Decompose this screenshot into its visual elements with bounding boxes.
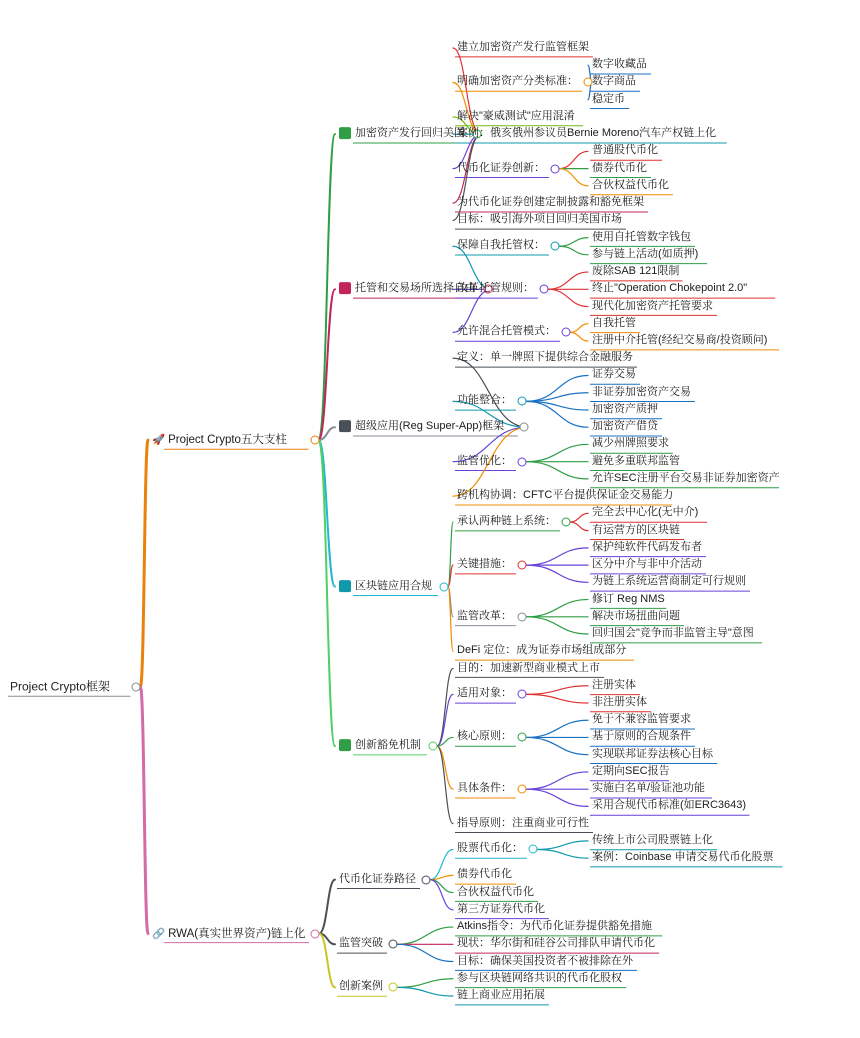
mindmap-node-允许sec注册平台交易非证券加密资产[interactable]: [590, 471, 782, 487]
mindmap-node-dot[interactable]: [518, 397, 527, 406]
node-label: 非证券加密资产交易: [592, 385, 691, 398]
node-label: 修订 Reg NMS: [592, 592, 665, 605]
mindmap-node-dot[interactable]: [429, 742, 438, 751]
node-label: 证券交易: [592, 368, 636, 381]
mindmap-node-监管改革[interactable]: [455, 609, 514, 625]
mindmap-node-dot[interactable]: [132, 682, 141, 691]
node-label: 代币化证券创新：: [457, 161, 545, 174]
mindmap-node-终止-operation-chokepoint-2-0[interactable]: [590, 281, 749, 297]
mindmap-node-dot[interactable]: [518, 690, 527, 699]
mindmap-node-定义-单一牌照下提供综合金融服务[interactable]: [455, 350, 635, 366]
mindmap-node-加密资产发行回归美国[interactable]: [337, 126, 467, 142]
mindmap-node-dot[interactable]: [540, 285, 549, 294]
mindmap-node-project-crypto五大支柱[interactable]: [150, 432, 289, 448]
node-label: DeFi 定位：成为证券市场组成部分: [457, 644, 627, 657]
mindmap-node-非注册实体[interactable]: [590, 695, 649, 711]
mindmap-node-dot[interactable]: [518, 561, 527, 570]
node-label: 功能整合：: [457, 394, 512, 407]
mindmap-node-创新豁免机制[interactable]: [337, 738, 423, 754]
node-label: Project Crypto五大支柱: [168, 433, 287, 446]
mindmap-node-案例-coinbase-申请交易代币化股票[interactable]: [590, 850, 776, 866]
mindmap-node-参与链上活动-如质押[interactable]: [590, 247, 700, 263]
mindmap-node-数字收藏品[interactable]: [590, 57, 649, 73]
node-label: 数字商品: [592, 75, 636, 88]
node-label: 合伙权益代币化: [457, 885, 534, 898]
node-index-badge: [339, 127, 351, 139]
mindmap-node-功能整合[interactable]: [455, 393, 514, 409]
node-index-badge: [339, 283, 351, 295]
mindmap-node-dot[interactable]: [518, 733, 527, 742]
node-label: 允许混合托管模式：: [457, 325, 556, 338]
node-label: 回归国会"竞争而非监管主导"意图: [592, 627, 754, 640]
mindmap-node-股票代币化[interactable]: [455, 842, 525, 858]
node-label: 注册中介托管(经纪交易商/投资顾问): [592, 334, 768, 347]
mindmap-node-dot[interactable]: [440, 582, 449, 591]
node-label: 现代化加密资产托管要求: [592, 299, 713, 312]
mindmap-node-为链上系统运营商制定可行规则[interactable]: [590, 574, 748, 590]
mindmap-node-dot[interactable]: [529, 845, 538, 854]
node-label: 监管优化：: [457, 454, 512, 467]
mindmap-node-现代化加密资产托管要求[interactable]: [590, 299, 715, 315]
node-label: 现状：华尔街和硅谷公司排队申请代币化: [457, 937, 655, 950]
node-label: 创新豁免机制: [355, 739, 421, 752]
mindmap-node-atkins指令-为代币化证券提供豁免措施[interactable]: [455, 919, 654, 935]
node-label: 适用对象：: [457, 687, 512, 700]
node-label: 加密资产质押: [592, 403, 658, 416]
mindmap-node-证券交易[interactable]: [590, 368, 638, 384]
node-label: 指导原则：注重商业可行性: [457, 816, 589, 829]
node-label: 加密资产借贷: [592, 420, 658, 433]
mindmap-node-自我托管[interactable]: [590, 316, 638, 332]
node-label: 注册实体: [592, 678, 636, 691]
node-label: 第三方证券代币化: [457, 902, 545, 915]
node-label: 案例：Coinbase 申请交易代币化股票: [592, 851, 774, 864]
node-label: 基于原则的合规条件: [592, 730, 691, 743]
mindmap-node-定期向sec报告[interactable]: [590, 764, 672, 780]
node-label: 为代币化证券创建定制披露和豁免框架: [457, 196, 644, 209]
node-label: 具体条件：: [457, 782, 512, 795]
mindmap-node-避免多重联邦监管[interactable]: [590, 454, 682, 470]
mindmap-node-目标-确保美国投资者不被排除在外[interactable]: [455, 954, 635, 970]
node-label: 保障自我托管权：: [457, 239, 545, 252]
node-label: 代币化证券路径: [339, 872, 416, 885]
mindmap-node-关键措施[interactable]: [455, 557, 514, 573]
node-label: 采用合规代币标准(如ERC3643): [592, 799, 747, 812]
node-label: 废除SAB 121限制: [592, 265, 680, 278]
mindmap-node-dot[interactable]: [310, 436, 319, 445]
node-label: 非注册实体: [592, 696, 647, 709]
node-label: 监管改革：: [457, 609, 512, 622]
mindmap-node-dot[interactable]: [551, 242, 560, 251]
mindmap-node-代币化证券创新[interactable]: [455, 161, 547, 177]
node-label: 实现联邦证券法核心目标: [592, 747, 713, 760]
node-label: 解决市场扭曲问题: [592, 609, 680, 622]
node-label: 使用自托管数字钱包: [592, 230, 691, 243]
mindmap-node-保障自我托管权[interactable]: [455, 238, 547, 254]
node-label: 传统上市公司股票链上化: [592, 833, 713, 846]
mindmap-node-解决-豪威测试-应用混淆[interactable]: [455, 109, 577, 125]
mindmap-node-减少州牌照要求[interactable]: [590, 437, 671, 453]
node-label: 免于不兼容监管要求: [592, 713, 691, 726]
mindmap-node-参与区块链网络共识的代币化股权[interactable]: [455, 971, 624, 987]
node-label: 债券代币化: [457, 868, 512, 881]
node-label: 承认两种链上系统：: [457, 515, 556, 528]
mindmap-node-免于不兼容监管要求[interactable]: [590, 712, 693, 728]
mindmap-node-采用合规代币标准-如erc3643[interactable]: [590, 799, 748, 815]
mindmap-node-dot[interactable]: [518, 785, 527, 794]
mindmap-node-区分中介与非中介活动[interactable]: [590, 557, 704, 573]
mindmap-node-rwa-真实世界资产-链上化[interactable]: [150, 925, 307, 941]
mindmap-node-债券代币化[interactable]: [590, 161, 649, 177]
node-label: 目标：吸引海外项目回归美国市场: [457, 213, 622, 226]
mindmap-node-监管突破[interactable]: [337, 936, 385, 952]
mindmap-node-加密资产借贷[interactable]: [590, 419, 660, 435]
mindmap-node-核心原则[interactable]: [455, 730, 514, 746]
node-label: 明确加密资产分类标准：: [457, 75, 578, 88]
node-label: 普通股代币化: [592, 144, 658, 157]
mindmap-node-稳定币[interactable]: [590, 92, 627, 108]
mindmap-node-dot[interactable]: [518, 457, 527, 466]
mindmap-node-改革托管规则[interactable]: [455, 281, 536, 297]
mindmap-node-废除sab-121限制[interactable]: [590, 264, 681, 280]
mindmap-node-dot[interactable]: [422, 875, 431, 884]
node-label: 区块链应用合规: [355, 579, 432, 592]
node-label: 关键措施：: [457, 558, 512, 571]
mindmap-node-超级应用-reg-super-app-框架[interactable]: [337, 419, 506, 435]
mindmap-node-合伙权益代币化[interactable]: [590, 178, 671, 194]
mindmap-node-dot[interactable]: [562, 518, 571, 527]
link-icon: 🔗: [152, 927, 166, 940]
mindmap-node-允许混合托管模式[interactable]: [455, 325, 558, 341]
mindmap-node-回归国会-竞争而非监管主导-意图[interactable]: [590, 626, 756, 642]
node-label: 案例：俄亥俄州参议员Bernie Moreno汽车产权链上化: [457, 127, 717, 140]
node-label: 完全去中心化(无中介): [592, 506, 699, 519]
node-label: 参与链上活动(如质押): [592, 247, 699, 260]
node-label: 终止"Operation Chokepoint 2.0": [592, 282, 748, 295]
mindmap-node-dot[interactable]: [562, 328, 571, 337]
mindmap-node-建立加密资产发行监管框架[interactable]: [455, 40, 591, 56]
node-label: 有运营方的区块链: [592, 523, 680, 536]
mindmap-node-数字商品[interactable]: [590, 75, 638, 91]
node-label: 允许SEC注册平台交易非证券加密资产: [592, 472, 780, 485]
mindmap-node-实施白名单-验证池功能[interactable]: [590, 781, 707, 797]
mindmap-node-承认两种链上系统[interactable]: [455, 514, 558, 530]
mindmap-root-node[interactable]: [8, 678, 112, 695]
node-label: 解决"豪威测试"应用混淆: [457, 110, 575, 123]
mindmap-node-基于原则的合规条件[interactable]: [590, 730, 693, 746]
node-label: Project Crypto框架: [10, 679, 111, 694]
node-label: 债券代币化: [592, 161, 647, 174]
node-label: 监管突破: [339, 937, 383, 950]
node-label: 为链上系统运营商制定可行规则: [592, 575, 746, 588]
mindmap-node-债券代币化[interactable]: [455, 867, 514, 883]
node-label: 加密资产发行回归美国: [355, 127, 465, 140]
mindmap-node-有运营方的区块链[interactable]: [590, 523, 682, 539]
node-label: 实施白名单/验证池功能: [592, 782, 706, 795]
mindmap-node-注册中介托管-经纪交易商-投资顾问[interactable]: [590, 333, 769, 349]
mindmap-node-具体条件[interactable]: [455, 781, 514, 797]
node-label: 改革托管规则：: [457, 282, 534, 295]
mindmap-node-明确加密资产分类标准[interactable]: [455, 75, 580, 91]
mindmap-node-使用自托管数字钱包[interactable]: [590, 230, 693, 246]
mindmap-node-dot[interactable]: [311, 929, 320, 938]
node-label: 自我托管: [592, 316, 636, 329]
mindmap-node-加密资产质押[interactable]: [590, 402, 660, 418]
node-label: 定期向SEC报告: [592, 765, 670, 778]
mindmap-node-完全去中心化-无中介[interactable]: [590, 506, 700, 522]
node-label: 定义：单一牌照下提供综合金融服务: [457, 351, 633, 364]
mindmap-node-dot[interactable]: [551, 164, 560, 173]
mindmap-node-非证券加密资产交易[interactable]: [590, 385, 693, 401]
mindmap-node-跨机构协调-cftc平台提供保证金交易能力[interactable]: [455, 488, 675, 504]
mindmap-node-defi-定位-成为证券市场组成部分[interactable]: [455, 643, 628, 659]
node-label: 建立加密资产发行监管框架: [457, 41, 589, 54]
mindmap-node-创新案例[interactable]: [337, 980, 385, 996]
mindmap-node-指导原则-注重商业可行性[interactable]: [455, 816, 591, 832]
node-label: 超级应用(Reg Super-App)框架: [355, 420, 505, 433]
mindmap-node-监管优化[interactable]: [455, 454, 514, 470]
mindmap-node-dot[interactable]: [519, 423, 528, 432]
mindmap-node-合伙权益代币化[interactable]: [455, 885, 536, 901]
node-label: 稳定币: [592, 92, 625, 105]
node-label: 参与区块链网络共识的代币化股权: [457, 971, 622, 984]
mindmap-node-解决市场扭曲问题[interactable]: [590, 609, 682, 625]
node-label: 创新案例: [339, 980, 383, 993]
node-label: 减少州牌照要求: [592, 437, 669, 450]
mindmap-node-dot[interactable]: [518, 612, 527, 621]
node-label: 数字收藏品: [592, 58, 647, 71]
mindmap-node-适用对象[interactable]: [455, 686, 514, 702]
mindmap-node-目标-吸引海外项目回归美国市场[interactable]: [455, 212, 624, 228]
mindmap-node-注册实体[interactable]: [590, 678, 638, 694]
mindmap-node-dot[interactable]: [389, 983, 398, 992]
node-label: 避免多重联邦监管: [592, 454, 680, 467]
node-label: 核心原则：: [457, 730, 512, 743]
mindmap-node-传统上市公司股票链上化[interactable]: [590, 833, 715, 849]
rocket-icon: 🚀: [152, 433, 166, 446]
mindmap-node-区块链应用合规[interactable]: [337, 579, 434, 595]
mindmap-node-保护纯软件代码发布者[interactable]: [590, 540, 704, 556]
mindmap-node-修订-reg-nms[interactable]: [590, 592, 667, 608]
mindmap-node-实现联邦证券法核心目标[interactable]: [590, 747, 715, 763]
node-label: 跨机构协调：CFTC平台提供保证金交易能力: [457, 489, 674, 502]
node-index-badge: [339, 739, 351, 751]
mindmap-node-链上商业应用拓展[interactable]: [455, 988, 547, 1004]
node-label: RWA(真实世界资产)链上化: [168, 927, 306, 940]
mindmap-node-为代币化证券创建定制披露和豁免框架[interactable]: [455, 195, 646, 211]
mindmap-node-目的-加速新型商业模式上市[interactable]: [455, 661, 602, 677]
node-index-badge: [339, 580, 351, 592]
node-label: 目的：加速新型商业模式上市: [457, 661, 600, 674]
node-label: 目标：确保美国投资者不被排除在外: [457, 954, 633, 967]
node-label: 股票代币化：: [457, 842, 523, 855]
mindmap-node-现状-华尔街和硅谷公司排队申请代币化[interactable]: [455, 936, 657, 952]
node-label: 区分中介与非中介活动: [592, 558, 702, 571]
node-label: 合伙权益代币化: [592, 179, 669, 192]
mindmap-node-案例-俄亥俄州参议员bernie-moreno汽车产权链[interactable]: [455, 126, 718, 142]
mindmap-node-代币化证券路径[interactable]: [337, 872, 418, 888]
node-label: 托管和交易场所选择自由: [355, 282, 476, 295]
node-index-badge: [339, 420, 351, 432]
mindmap-node-第三方证券代币化[interactable]: [455, 902, 547, 918]
node-label: Atkins指令：为代币化证券提供豁免措施: [457, 920, 652, 933]
node-label: 保护纯软件代码发布者: [592, 540, 702, 553]
mindmap-node-dot[interactable]: [389, 940, 398, 949]
node-label: 链上商业应用拓展: [457, 989, 545, 1002]
mindmap-node-普通股代币化[interactable]: [590, 144, 660, 160]
